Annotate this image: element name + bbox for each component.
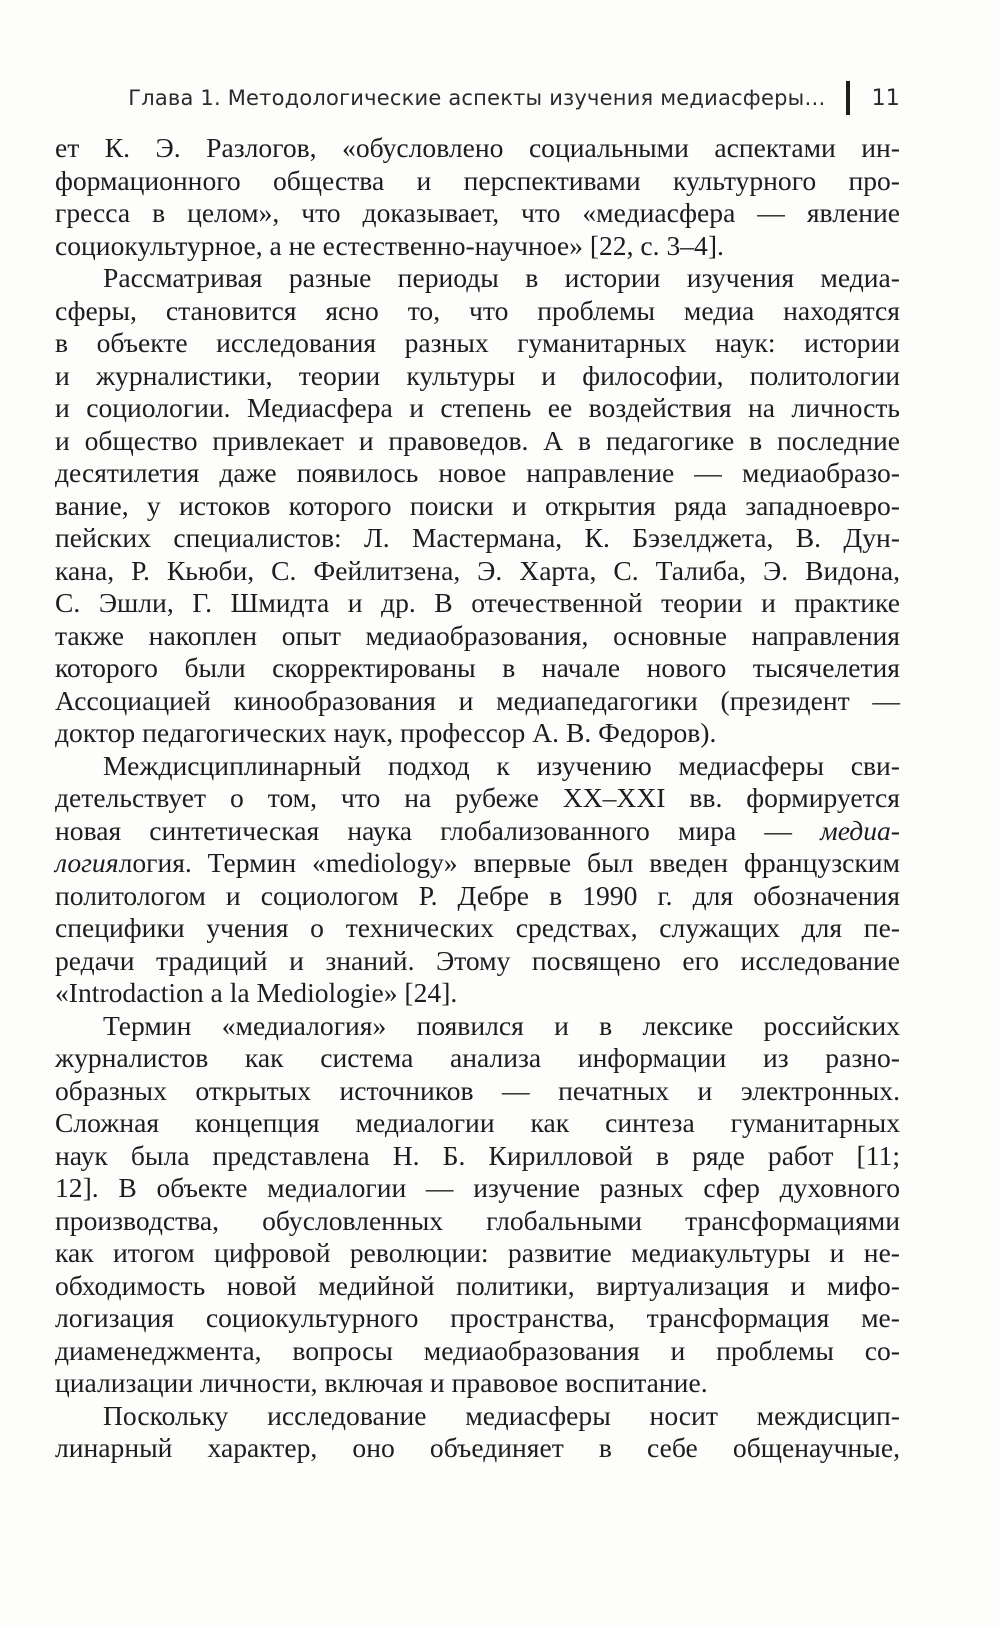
text-line: «Introdaction a la Mediologie» [24]. xyxy=(55,977,458,1008)
text-line: С. Эшли, Г. Шмидта и др. В отечественной теории и практике xyxy=(55,587,900,618)
text-line-segment: новая синтетическая наука глобализованного мира — xyxy=(55,814,821,846)
paragraph xyxy=(55,262,900,750)
header-divider xyxy=(846,81,850,115)
running-header xyxy=(55,76,900,120)
paragraph xyxy=(55,750,900,1010)
text-line: Междисциплинарный подход к изучению медиасферы сви- xyxy=(103,749,900,781)
text-line: наук была представлена Н. Б. Кирилловой в ряде работ [11; xyxy=(55,1139,900,1171)
italic-term: медиа- xyxy=(820,814,900,846)
text-line: обходимость новой медийной политики, виртуализация и мифо- xyxy=(55,1269,900,1301)
text-line: вание, у истоков которого поиски и открытия ряда западноевро- xyxy=(55,489,900,521)
text-line: формационного общества и перспективами культурного про- xyxy=(55,164,900,196)
text-line: логизация социокультурного пространства, трансформация ме- xyxy=(55,1302,900,1333)
text-line: журналистов как система анализа информации из разно- xyxy=(55,1042,900,1073)
text-line: кана, Р. Кьюби, С. Фейлитзена, Э. Харта, С. Талиба, Э. Видона, xyxy=(55,554,900,586)
page-number: 11 xyxy=(871,85,900,111)
text-line: Поскольку исследование медиасферы носит междисцип- xyxy=(103,1399,900,1431)
text-line: десятилетия даже появилось новое направление — медиаобразо- xyxy=(55,457,900,488)
text-line: как итогом цифровой революции: развитие медиакультуры и не- xyxy=(55,1237,900,1268)
running-title: Глава 1. Методологические аспекты изучения медиасферы… xyxy=(128,86,826,110)
paragraph xyxy=(55,1010,900,1400)
text-line: диаменеджмента, вопросы медиаобразования и проблемы со- xyxy=(55,1334,900,1366)
text-line: 12]. В объекте медиалогии — изучение разных сфер духовного xyxy=(55,1172,900,1203)
italic-term: логия xyxy=(55,847,119,878)
text-line: гресса в целом», что доказывает, что «медиасфера — явление xyxy=(55,197,900,228)
text-line: социокультурное, а не естественно-научное» [22, с. 3–4]. xyxy=(55,229,724,261)
text-line: доктор педагогических наук, профессор А. В. Федоров). xyxy=(55,717,717,748)
body-text xyxy=(55,132,900,1465)
text-line: линарный характер, оно объединяет в себе общенаучные, xyxy=(55,1432,900,1463)
text-line: специфики учения о технических средствах, служащих для пе- xyxy=(55,912,900,943)
text-line-segment: логия. Термин «mediology» впервые был введен французским xyxy=(118,847,900,878)
text-line: Термин «медиалогия» появился и в лексике российских xyxy=(103,1009,900,1041)
text-line: и общество привлекает и правоведов. А в педагогике в последние xyxy=(55,424,900,456)
paragraph xyxy=(55,1400,900,1465)
text-line: пейских специалистов: Л. Мастермана, К. Бэзелджета, В. Дун- xyxy=(55,522,900,553)
text-line: ет К. Э. Разлогов, «обусловлено социальными аспектами ин- xyxy=(55,132,900,163)
text-line: Сложная концепция медиалогии как синтеза гуманитарных xyxy=(55,1107,900,1138)
text-line: Ассоциацией кинообразования и медиапедагогики (президент — xyxy=(55,684,900,716)
text-line: и социологии. Медиасфера и степень ее воздействия на личность xyxy=(55,392,900,423)
text-line: также накоплен опыт медиаобразования, основные направления xyxy=(55,619,900,651)
text-line: сферы, становится ясно то, что проблемы медиа находятся xyxy=(55,294,900,326)
text-line: образных открытых источников — печатных и электронных. xyxy=(55,1074,900,1106)
text-line xyxy=(55,847,900,880)
text-line: производства, обусловленных глобальными трансформациями xyxy=(55,1204,900,1236)
text-line xyxy=(55,815,900,848)
text-line: Рассматривая разные периоды в истории изучения медиа- xyxy=(103,262,900,293)
text-line: детельствует о том, что на рубеже XX–XXI вв. формируется xyxy=(55,782,900,813)
text-line: политологом и социологом Р. Дебре в 1990 г. для обозначения xyxy=(55,879,900,911)
text-line: и журналистики, теории культуры и философии, политологии xyxy=(55,359,900,391)
text-line: циализации личности, включая и правовое воспитание. xyxy=(55,1367,708,1398)
text-line: которого были скорректированы в начале нового тысячелетия xyxy=(55,652,900,683)
paragraph xyxy=(55,132,900,262)
text-line: редачи традиций и знаний. Этому посвящено его исследование xyxy=(55,944,900,976)
text-line: в объекте исследования разных гуманитарных наук: истории xyxy=(55,327,900,358)
